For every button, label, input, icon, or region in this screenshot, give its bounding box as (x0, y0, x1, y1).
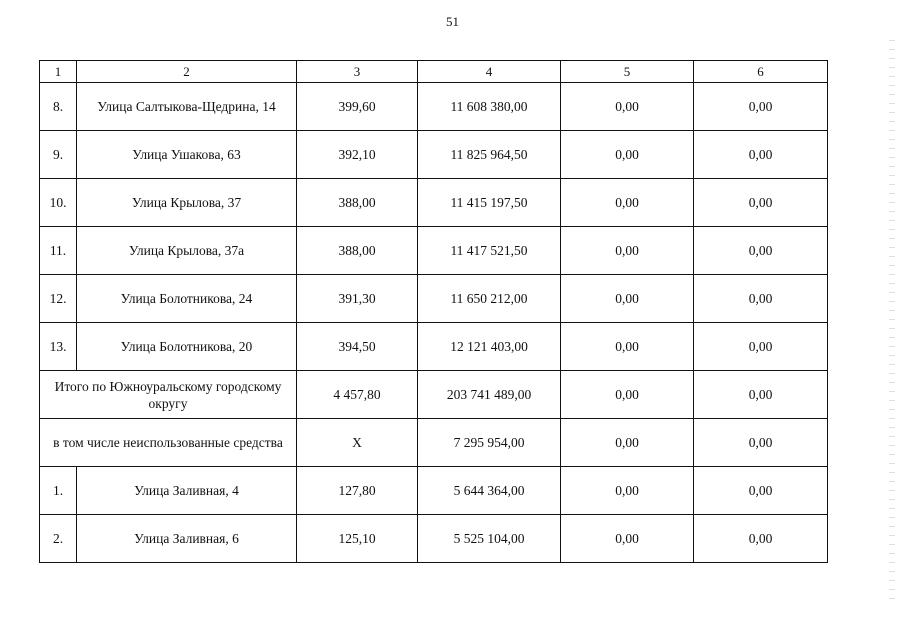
total-row (40, 371, 828, 419)
amount-value: 11 650 212,00 (418, 275, 561, 323)
unused-funds-row (40, 419, 828, 467)
row-number: 9. (40, 131, 77, 179)
amount-value: 11 825 964,50 (418, 131, 561, 179)
table-row (40, 83, 828, 131)
area-value: 125,10 (297, 515, 418, 563)
row-number: 13. (40, 323, 77, 371)
total-amount: 203 741 489,00 (418, 371, 561, 419)
col5-value: 0,00 (561, 323, 694, 371)
total-col6: 0,00 (694, 371, 828, 419)
area-value: 388,00 (297, 227, 418, 275)
street-name: Улица Ушакова, 63 (77, 131, 297, 179)
table-row (40, 515, 828, 563)
header-cell: 4 (418, 61, 561, 83)
area-value: 127,80 (297, 467, 418, 515)
amount-value: 11 417 521,50 (418, 227, 561, 275)
col5-value: 0,00 (561, 131, 694, 179)
col5-value: 0,00 (561, 227, 694, 275)
street-name: Улица Болотникова, 24 (77, 275, 297, 323)
total-area: 4 457,80 (297, 371, 418, 419)
street-name: Улица Крылова, 37 (77, 179, 297, 227)
header-cell: 6 (694, 61, 828, 83)
column-number-row (40, 61, 828, 83)
row-number: 2. (40, 515, 77, 563)
row-number: 12. (40, 275, 77, 323)
area-value: 391,30 (297, 275, 418, 323)
total-label: Итого по Южноуральскому городскому округу (40, 371, 297, 419)
col6-value: 0,00 (694, 131, 828, 179)
col5-value: 0,00 (561, 275, 694, 323)
col6-value: 0,00 (694, 179, 828, 227)
table-row (40, 275, 828, 323)
amount-value: 5 644 364,00 (418, 467, 561, 515)
col5-value: 0,00 (561, 83, 694, 131)
area-value: 392,10 (297, 131, 418, 179)
scan-edge-marks (889, 40, 895, 600)
amount-value: 12 121 403,00 (418, 323, 561, 371)
unused-col6: 0,00 (694, 419, 828, 467)
row-number: 8. (40, 83, 77, 131)
col6-value: 0,00 (694, 83, 828, 131)
amount-value: 5 525 104,00 (418, 515, 561, 563)
col6-value: 0,00 (694, 515, 828, 563)
street-name: Улица Крылова, 37а (77, 227, 297, 275)
table-row (40, 131, 828, 179)
col5-value: 0,00 (561, 467, 694, 515)
header-cell: 1 (40, 61, 77, 83)
unused-area: X (297, 419, 418, 467)
unused-label: в том числе неиспользованные средства (40, 419, 297, 467)
amount-value: 11 608 380,00 (418, 83, 561, 131)
row-number: 10. (40, 179, 77, 227)
table-row (40, 467, 828, 515)
unused-amount: 7 295 954,00 (418, 419, 561, 467)
street-name: Улица Заливная, 4 (77, 467, 297, 515)
street-name: Улица Салтыкова-Щедрина, 14 (77, 83, 297, 131)
document-table (39, 60, 828, 563)
row-number: 11. (40, 227, 77, 275)
area-value: 399,60 (297, 83, 418, 131)
col5-value: 0,00 (561, 179, 694, 227)
total-col5: 0,00 (561, 371, 694, 419)
col5-value: 0,00 (561, 515, 694, 563)
area-value: 388,00 (297, 179, 418, 227)
amount-value: 11 415 197,50 (418, 179, 561, 227)
header-cell: 3 (297, 61, 418, 83)
col6-value: 0,00 (694, 323, 828, 371)
header-cell: 5 (561, 61, 694, 83)
street-name: Улица Болотникова, 20 (77, 323, 297, 371)
area-value: 394,50 (297, 323, 418, 371)
table-row (40, 179, 828, 227)
table-row (40, 323, 828, 371)
unused-col5: 0,00 (561, 419, 694, 467)
table-row (40, 227, 828, 275)
col6-value: 0,00 (694, 275, 828, 323)
col6-value: 0,00 (694, 227, 828, 275)
col6-value: 0,00 (694, 467, 828, 515)
page-number: 51 (446, 14, 459, 29)
row-number: 1. (40, 467, 77, 515)
street-name: Улица Заливная, 6 (77, 515, 297, 563)
header-cell: 2 (77, 61, 297, 83)
